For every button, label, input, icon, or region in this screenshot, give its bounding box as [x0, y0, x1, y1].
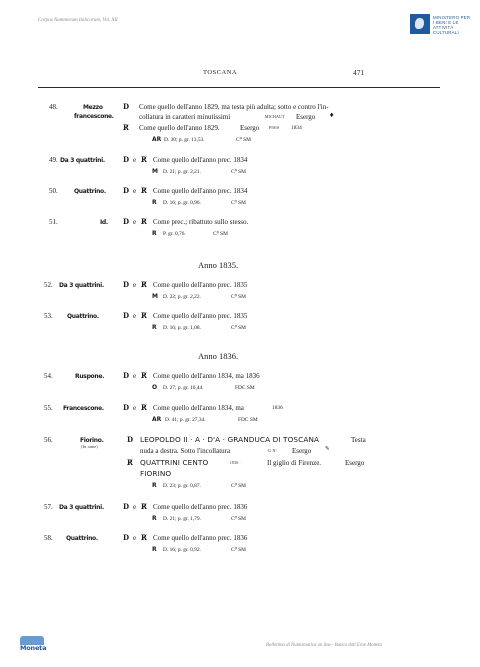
rarity: C⁰ SM	[231, 516, 246, 522]
exergue-legend: FIORINO	[140, 469, 172, 478]
obverse-mark: D	[123, 533, 130, 542]
obverse-mark: D	[123, 403, 130, 412]
metal-mark: R	[152, 546, 157, 553]
coin-name: Id.	[100, 219, 108, 226]
measurements: P. gr. 0,76.	[163, 231, 186, 237]
ministry-logo-text: MINISTERO PER I BENI E LE ATTIVITÀ CULTURALI	[433, 15, 471, 35]
obverse-mark: D	[123, 155, 130, 164]
metal-mark: AR	[152, 136, 162, 143]
entry-number: 55.	[44, 404, 53, 412]
metal-mark: R	[152, 230, 157, 237]
entry-description: Come quello dell'anno 1834, ma	[153, 404, 244, 412]
conjunction: e	[133, 218, 137, 226]
measurements: D. 41; p. gr. 27,34.	[165, 417, 206, 423]
coin-name: Francescone.	[63, 405, 104, 412]
engraver-signature: MICHAUT	[265, 115, 285, 119]
obverse-mark: D	[123, 217, 130, 226]
conjunction: e	[133, 534, 137, 542]
reverse-mark: R̸	[141, 502, 147, 511]
coin-name: Quattrino.	[66, 535, 98, 542]
footer-text: Bollettino di Numismatica on line - Banca dati Eroe Moneta	[266, 643, 382, 648]
page-number: 471	[353, 68, 365, 77]
obverse-mark: D	[123, 311, 130, 320]
rarity: C⁰ SM	[231, 547, 246, 553]
rarity: C⁰ SM	[231, 169, 246, 175]
obverse-mark: D	[123, 371, 130, 380]
obverse-mark: D	[123, 102, 130, 111]
mint-mark: PISIS	[269, 126, 280, 130]
entry-number: 53.	[44, 312, 53, 320]
entry-number: 49.	[49, 156, 58, 164]
year-heading-1835: Anno 1835.	[198, 260, 239, 270]
entry-description: Il giglio di Firenze.	[267, 459, 322, 467]
measurements: D. 21; p. gr. 1,79.	[163, 516, 201, 522]
conjunction: e	[133, 404, 137, 412]
metal-mark: R	[152, 324, 157, 331]
entry-year: · 1836 ·	[227, 461, 242, 465]
reverse-mark: R̸	[123, 123, 129, 132]
reverse-mark: R̸	[141, 280, 147, 289]
entry-description: Esergo	[296, 113, 316, 121]
coin-name-line2: francescone.	[74, 113, 114, 120]
reverse-mark: R̸	[141, 217, 147, 226]
entry-description: Come quello dell'anno prec. 1835	[153, 281, 248, 289]
conjunction: e	[133, 187, 137, 195]
entry-description: Come prec.; ribattuto sullo stesso.	[153, 218, 249, 226]
entry-number: 50.	[49, 187, 58, 195]
obverse-legend: LEOPOLDO II · A · D'A · GRANDUCA DI TOSCANA	[140, 435, 320, 444]
coin-name: Mezzo	[83, 104, 103, 111]
reverse-mark: R̸	[141, 155, 147, 164]
entry-description: Come quello dell'anno prec. 1835	[153, 312, 248, 320]
reverse-mark: R̸	[141, 403, 147, 412]
conjunction: e	[133, 372, 137, 380]
running-title: TOSCANA	[203, 69, 238, 76]
obverse-mark: D	[123, 186, 130, 195]
entry-description: Esergo	[240, 124, 260, 132]
ministry-logo	[410, 14, 472, 44]
year-heading-1836: Anno 1836.	[198, 351, 239, 361]
coin-name: Da 3 quattrini.	[59, 282, 104, 289]
small-mark: ✎	[325, 446, 330, 452]
coin-name: Quattrino.	[74, 188, 106, 195]
entry-description: nuda a destra. Sotto l'incollatura	[140, 447, 231, 455]
measurements: D. 16; p. gr. 0,92.	[163, 547, 201, 553]
measurements: D. 16; p. gr. 0,96.	[163, 200, 201, 206]
entry-description: Come quello dell'anno prec. 1836	[153, 503, 248, 511]
entry-description: Come quello dell'anno 1834, ma 1836	[153, 372, 260, 380]
measurements: D. 21; p. gr. 2,21.	[163, 169, 201, 175]
series-title: Corpus Nummorum Italicorum, Vol. XII	[38, 18, 118, 23]
entry-description: Come quello dell'anno 1829.	[139, 124, 220, 132]
metal-mark: R	[152, 515, 157, 522]
moneta-logo	[20, 636, 47, 653]
engraver-signature: G·N·	[268, 449, 278, 453]
reverse-mark: R̸	[141, 533, 147, 542]
obverse-mark: D	[123, 280, 130, 289]
measurements: D. 23; p. gr. 0,87.	[163, 483, 201, 489]
coin-name: Da 3 quattrini.	[59, 504, 104, 511]
metal-mark: R	[152, 199, 157, 206]
rarity: C⁰ SM	[236, 137, 251, 143]
measurements: D. 22; p. gr. 2,22.	[163, 294, 201, 300]
coin-name: Quattrino.	[67, 313, 99, 320]
entry-description: collatura in caratteri minutissimi	[139, 113, 231, 121]
reverse-mark: R̸	[127, 458, 133, 467]
rarity: FDC SM	[238, 417, 258, 423]
metal-mark: M	[152, 168, 158, 175]
measurements: D. 30; p. gr. 13,53.	[164, 137, 205, 143]
reverse-mark: R̸	[141, 311, 147, 320]
metal-mark: O	[152, 384, 158, 391]
conjunction: e	[133, 503, 137, 511]
entry-description: Come quello dell'anno prec. 1834	[153, 156, 248, 164]
conjunction: e	[133, 312, 137, 320]
entry-description: Come quello dell'anno prec. 1834	[153, 187, 248, 195]
coin-name: Da 3 quattrini.	[60, 157, 105, 164]
entry-description: Esergo	[345, 459, 365, 467]
coin-note: (In rame)	[81, 445, 98, 449]
rarity: C⁰ SM	[213, 231, 228, 237]
rarity: FDC SM	[235, 385, 255, 391]
rarity: C⁰ SM	[231, 294, 246, 300]
conjunction: e	[133, 156, 137, 164]
moneta-logo-text: Moneta	[20, 644, 47, 652]
measurements: D. 27; p. gr. 10,44.	[163, 385, 204, 391]
reverse-legend: QUATTRINI CENTO	[140, 458, 209, 467]
coin-name: Fiorino.	[80, 437, 104, 444]
metal-mark: AR	[152, 416, 162, 423]
obverse-mark: D	[123, 502, 130, 511]
metal-mark: R	[152, 482, 157, 489]
entry-year: 1836	[272, 405, 283, 411]
entry-number: 57.	[44, 503, 53, 511]
entry-number: 51.	[49, 218, 58, 226]
entry-description: Come quello dell'anno 1829, ma testa più adulta; sotto e contro l'in-	[139, 103, 329, 111]
rarity: C⁰ SM	[231, 325, 246, 331]
reverse-mark: R̸	[141, 371, 147, 380]
entry-description: Esergo	[292, 447, 312, 455]
reverse-mark: R̸	[141, 186, 147, 195]
measurements: D. 16; p. gr. 1,08.	[163, 325, 201, 331]
entry-year: 1834	[291, 125, 302, 131]
header-rule	[38, 87, 440, 88]
entry-number: 58.	[44, 534, 53, 542]
entry-number: 56.	[44, 436, 53, 444]
entry-number: 48.	[49, 103, 58, 111]
entry-number: 52.	[44, 281, 53, 289]
entry-description: Come quello dell'anno prec. 1836	[153, 534, 248, 542]
italy-map-icon	[410, 14, 430, 34]
rarity: C⁰ SM	[231, 483, 246, 489]
small-mark: ♦	[329, 112, 335, 119]
entry-number: 54.	[44, 372, 53, 380]
conjunction: e	[133, 281, 137, 289]
rarity: C⁰ SM	[231, 200, 246, 206]
entry-description: Testa	[351, 436, 366, 444]
obverse-mark: D	[127, 435, 134, 444]
coin-name: Ruspone.	[75, 373, 105, 380]
metal-mark: M	[152, 293, 158, 300]
